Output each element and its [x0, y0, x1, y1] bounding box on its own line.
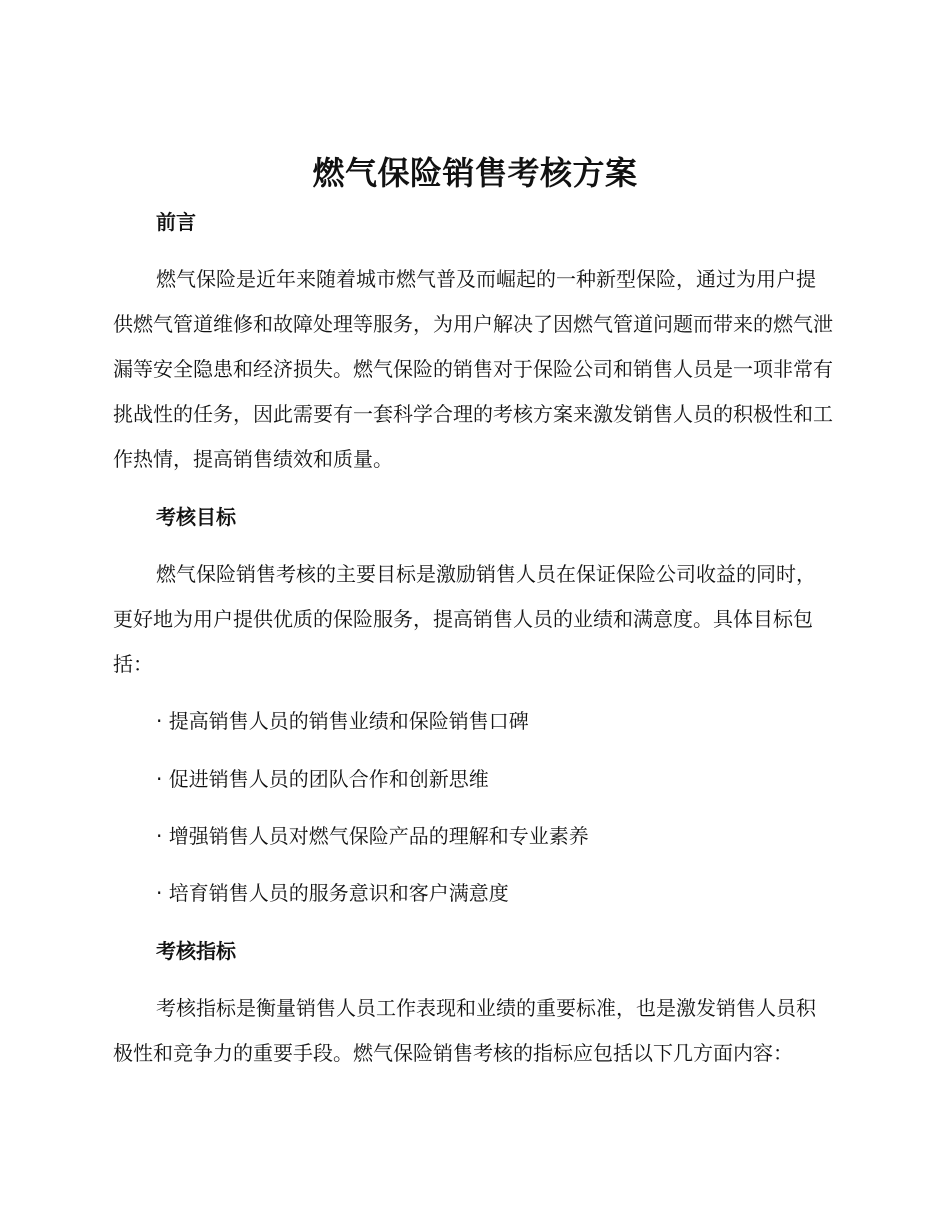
document-title: 燃气保险销售考核方案 — [312, 154, 638, 192]
section-heading-indicators: 考核指标 — [156, 939, 236, 963]
section-heading-preface: 前言 — [156, 210, 196, 234]
goal-bullet-2: · 促进销售人员的团队合作和创新思维 — [156, 767, 489, 791]
goal-bullet-3: · 增强销售人员对燃气保险产品的理解和专业素养 — [156, 824, 589, 848]
goal-bullet-1: · 提高销售人员的销售业绩和保险销售口碑 — [156, 709, 529, 733]
section-heading-goals: 考核目标 — [156, 505, 236, 529]
goal-bullet-4: · 培育销售人员的服务意识和客户满意度 — [156, 881, 509, 905]
goals-paragraph: 燃气保险销售考核的主要目标是激励销售人员在保证保险公司收益的同时，更好地为用户提供优质的保险服务，提高销售人员的业绩和满意度。具体目标包括： — [113, 562, 816, 676]
preface-paragraph: 燃气保险是近年来随着城市燃气普及而崛起的一种新型保险，通过为用户提供燃气管道维修和故障处理等服务，为用户解决了因燃气管道问题而带来的燃气泄漏等安全隐患和经济损失。燃气保险的销售对于保险公司和销售人员是一项非常有挑战性的任务，因此需要有一套科学合理的考核方案来激发销售人员的积极性和工作热情，提高销售绩效和质量。 — [113, 267, 833, 471]
indicators-paragraph: 考核指标是衡量销售人员工作表现和业绩的重要标准，也是激发销售人员积极性和竞争力的重要手段。燃气保险销售考核的指标应包括以下几方面内容： — [113, 996, 816, 1065]
